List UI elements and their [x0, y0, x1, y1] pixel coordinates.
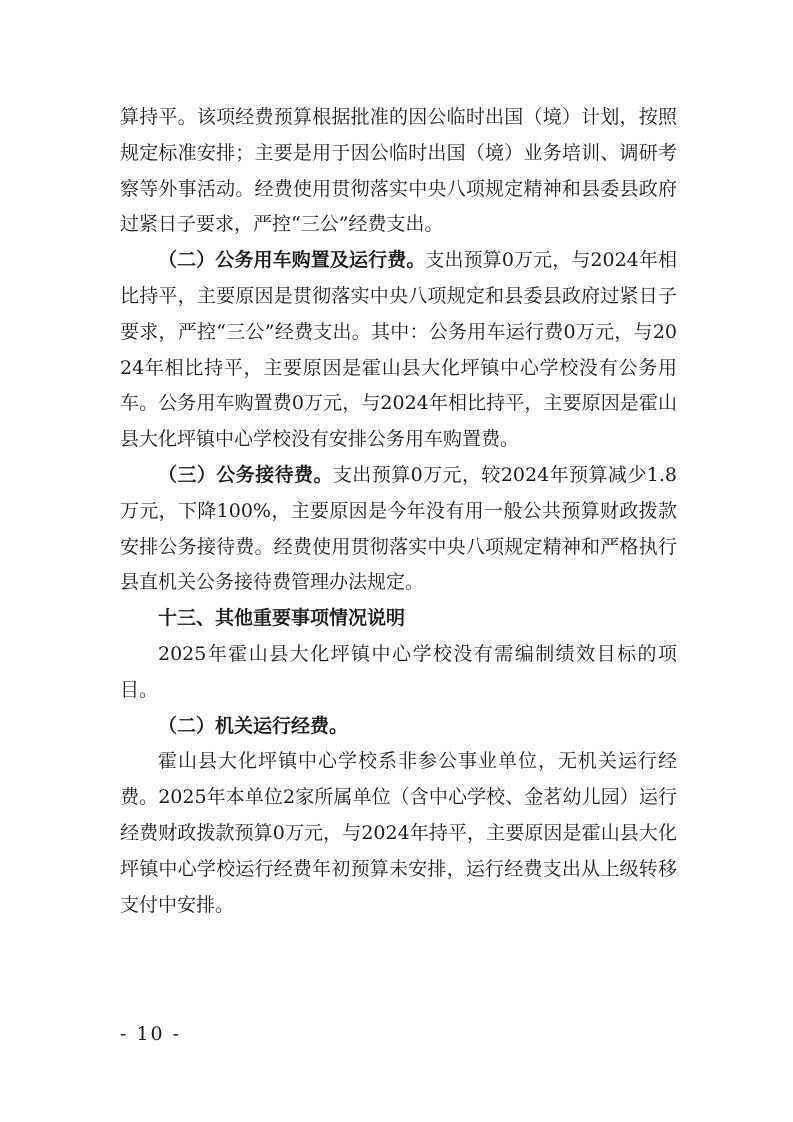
document-body — [120, 100, 677, 923]
section-heading: （二）机关运行经费。 — [158, 714, 349, 737]
page-number: - 10 - — [120, 1023, 182, 1045]
paragraph-text: 算持平。该项经费预算根据批准的因公临时出国（境）计划，按照规定标准安排；主要是用于因公临时出国（境）业务培训、调研考察等外事活动。经费使用贯彻落实中央八项规定精神和县委县政府过紧日子要求，严控“三公”经费支出。 — [120, 106, 677, 236]
paragraph-vehicle-costs — [120, 243, 677, 458]
section-heading: （二）公务用车购置及运行费。 — [158, 249, 426, 272]
section-heading-other-matters — [120, 601, 677, 637]
paragraph-text: 支出预算0万元，与2024年相比持平，主要原因是贯彻落实中央八项规定和县委县政府过紧日子要求，严控“三公”经费支出。其中：公务用车运行费0万元，与2024年相比持平，主要原因是霍山县大化坪镇中心学校没有公务用车。公务用车购置费0万元，与2024年相比持平，主要原因是霍山县大化坪镇中心学校没有安排公务用车购置费。 — [120, 249, 677, 451]
paragraph-performance-targets — [120, 637, 677, 709]
paragraph-text: 霍山县大化坪镇中心学校系非参公事业单位，无机关运行经费。2025年本单位2家所属单位（含中心学校、金茗幼儿园）运行经费财政拨款预算0万元，与2024年持平，主要原因是霍山县大化坪镇中心学校运行经费年初预算未安排，运行经费支出从上级转移支付中安排。 — [120, 750, 677, 916]
section-heading: 十三、其他重要事项情况说明 — [158, 607, 406, 630]
section-heading: （三）公务接待费。 — [158, 463, 333, 486]
paragraph-continuation — [120, 100, 677, 243]
paragraph-text: 支出预算0万元，较2024年预算减少1.8万元，下降100%，主要原因是今年没有用一般公共预算财政拨款安排公务接待费。经费使用贯彻落实中央八项规定精神和严格执行县直机关公务接待费管理办法规定。 — [120, 463, 677, 594]
paragraph-text: 2025年霍山县大化坪镇中心学校没有需编制绩效目标的项目。 — [120, 642, 677, 701]
paragraph-operating-costs — [120, 744, 677, 923]
section-heading-operating-costs — [120, 709, 677, 745]
paragraph-reception-costs — [120, 458, 677, 601]
